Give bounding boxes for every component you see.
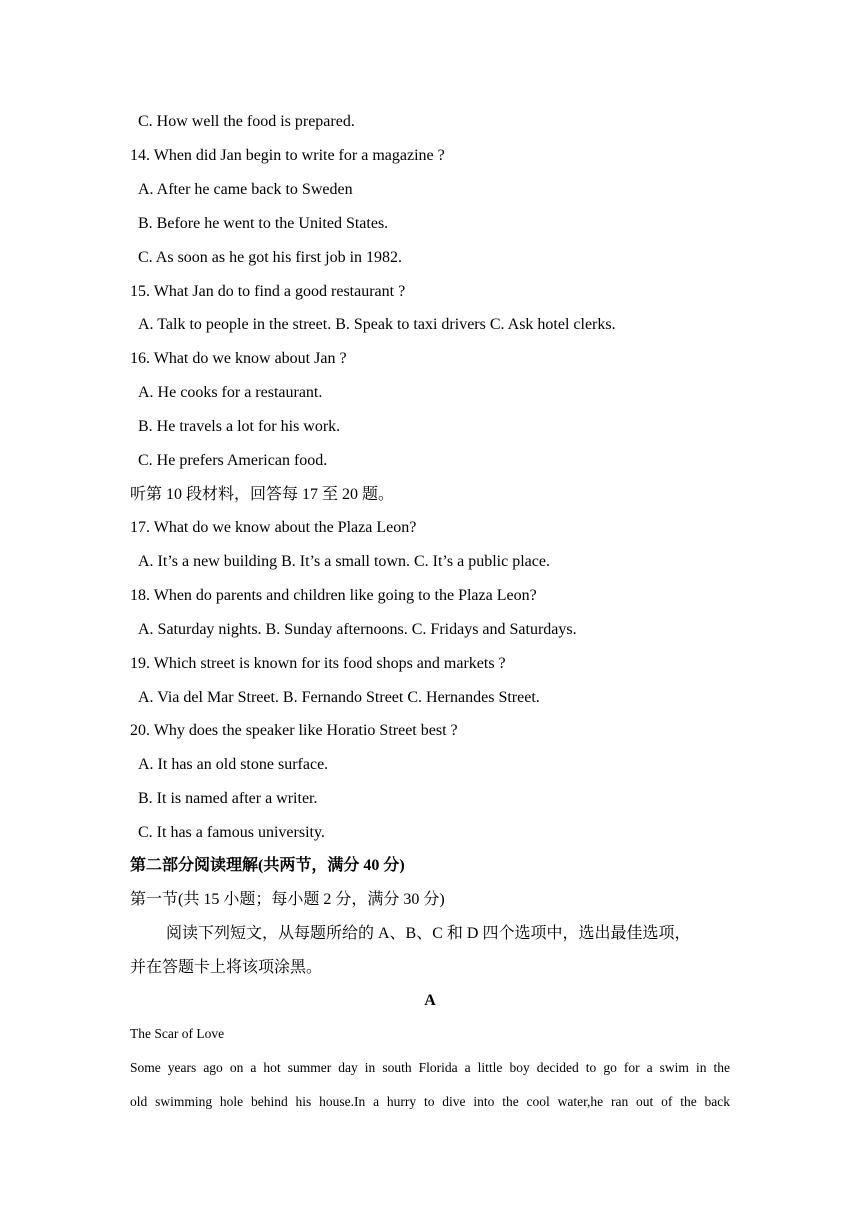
option-line: B. It is named after a writer.: [138, 790, 318, 807]
question-19: 19. Which street is known for its food shops and markets ?: [130, 655, 506, 672]
instruction-line: 阅读下列短文，从每题所给的 A、B、C 和 D 四个选项中，选出最佳选项，: [166, 925, 691, 942]
question-14: 14. When did Jan begin to write for a magazine ?: [130, 147, 445, 164]
passage-text: old swimming hole behind his house.In a hurry to dive into the cool water,he ran out of the back: [130, 1094, 730, 1109]
passage-title: The Scar of Love: [130, 1026, 225, 1041]
question-16: 16. What do we know about Jan ?: [130, 350, 347, 367]
section-heading: 第一节(共 15 小题；每小题 2 分，满分 30 分): [130, 891, 445, 908]
option-line: A. He cooks for a restaurant.: [138, 384, 323, 401]
question-20: 20. Why does the speaker like Horatio Street best ?: [130, 722, 458, 739]
question-17: 17. What do we know about the Plaza Leon?: [130, 519, 417, 536]
option-line: A. Talk to people in the street. B. Speak to taxi drivers C. Ask hotel clerks.: [138, 316, 616, 333]
passage-label: A: [424, 992, 436, 1009]
option-line: A. Via del Mar Street. B. Fernando Street C. Hernandes Street.: [138, 689, 540, 706]
question-18: 18. When do parents and children like going to the Plaza Leon?: [130, 587, 537, 604]
option-line: C. It has a famous university.: [138, 824, 325, 841]
passage-text: Some years ago on a hot summer day in south Florida a little boy decided to go for a swim in the: [130, 1060, 730, 1075]
section-instruction: 听第 10 段材料，回答每 17 至 20 题。: [130, 486, 395, 503]
option-line: B. He travels a lot for his work.: [138, 418, 341, 435]
option-line: B. Before he went to the United States.: [138, 215, 389, 232]
option-line: A. After he came back to Sweden: [138, 181, 353, 198]
instruction-line: 并在答题卡上将该项涂黑。: [130, 959, 323, 976]
option-line: C. How well the food is prepared.: [138, 113, 355, 130]
option-line: A. It has an old stone surface.: [138, 756, 329, 773]
option-line: A. It’s a new building B. It’s a small town. C. It’s a public place.: [138, 553, 550, 570]
part-heading: 第二部分阅读理解(共两节，满分 40 分): [130, 857, 405, 874]
option-line: C. As soon as he got his first job in 1982.: [138, 249, 403, 266]
option-line: A. Saturday nights. B. Sunday afternoons. C. Fridays and Saturdays.: [138, 621, 577, 638]
option-line: C. He prefers American food.: [138, 452, 328, 469]
question-15: 15. What Jan do to find a good restaurant ?: [130, 283, 406, 300]
